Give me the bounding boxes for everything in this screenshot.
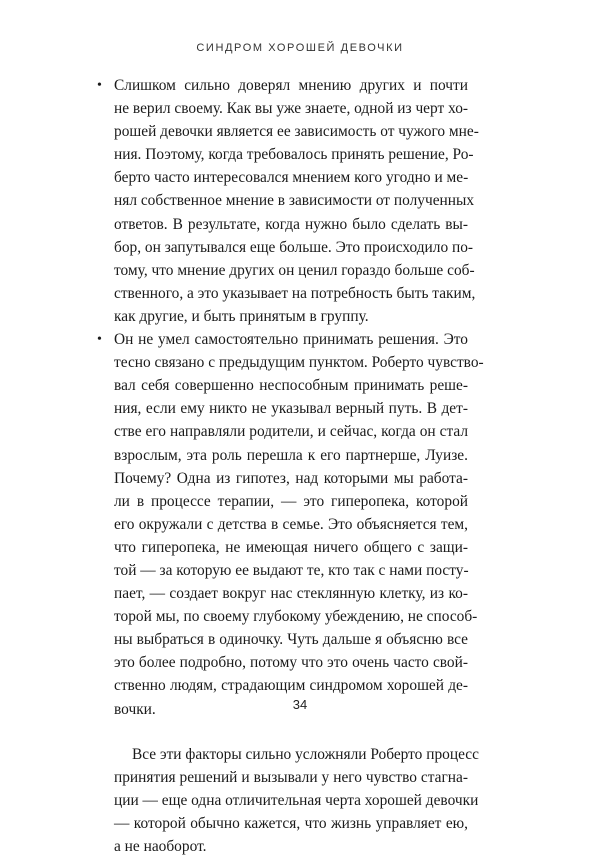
page-number: 34 [292,697,308,712]
running-head: СИНДРОМ ХОРОШЕЙ ДЕВОЧКИ [196,42,404,54]
text-line: нял собственное мнение в зависимости от полученных [114,192,475,210]
bullet-marker: • [97,78,102,93]
bullet-item [97,328,484,721]
text-line: ли в процессе терапии, — это гиперопека, которой [114,492,468,510]
text-line: принятия решений и вызывали у него чувство стагна- [114,768,468,786]
text-line: это более подробно, потому что это очень часто свой- [114,654,468,672]
text-line: Он не умел самостоятельно принимать решения. Это [114,331,468,349]
text-line: ции — еще одна отличительная черта хорошей девочки [114,791,479,809]
text-line: — которой обычно кажется, что жизнь управляет ею, [114,814,468,832]
text-line: вал себя совершенно неспособным принимать реше- [114,377,468,395]
closing-paragraph [114,743,479,858]
text-line: а не наоборот. [114,838,207,855]
text-line: ния. Поэтому, когда требовалось принять решение, Ро- [114,146,474,164]
text-line: тому, что мнение других он ценил гораздо больше соб- [114,261,475,279]
text-line: не верил своему. Как вы уже знаете, одной из черт хо- [114,100,469,118]
bullet-marker: • [97,332,102,348]
text-line: рошей девочки является ее зависимость от чужого мне- [114,123,479,141]
text-line: Все эти факторы сильно усложняли Роберто процесс [132,745,479,763]
text-line: ответов. В результате, когда нужно было сделать вы- [114,215,468,233]
text-line: той — за которую ее выдают те, кто так с нами посту- [114,561,469,579]
text-line: его окружали с детства в семье. Это объясняется тем, [114,515,468,533]
text-line: взрослым, эта роль перешла к его партнерше, Луизе. [114,446,468,464]
text-line: ственно людям, страдающим синдромом хорошей де- [114,677,468,695]
body-text [97,74,484,858]
text-line: торой мы, по своему глубокому убеждению, не способ- [114,608,478,626]
text-line: вочки. [114,700,156,718]
text-line: ны выбраться в одиночку. Чуть дальше я объясню все [114,631,468,649]
text-line: стве его направляли родители, и сейчас, когда он стал [114,423,468,441]
text-line: ственного, а это указывает на потребность быть таким, [114,284,476,302]
text-line: Почему? Одна из гипотез, над которыми мы работа- [114,469,468,487]
text-line: пает, — создает вокруг нас стеклянную клетку, из ко- [114,585,468,603]
text-line: Слишком сильно доверял мнению других и почти [114,77,468,94]
text-line: как другие, и быть принятым в группу. [114,307,369,325]
text-line: тесно связано с предыдущим пунктом. Роберто чувство- [114,354,484,372]
text-line: берто часто интересовался мнением кого угодно и ме- [114,169,469,187]
text-line: бор, он запутывался еще больше. Это происходило по- [114,238,474,256]
text-line: что гиперопека, не имеющая ничего общего с защи- [114,538,468,556]
text-line: ния, если ему никто не указывал верный путь. В дет- [114,400,468,418]
bullet-item [97,74,479,328]
bullet-list [97,74,484,721]
